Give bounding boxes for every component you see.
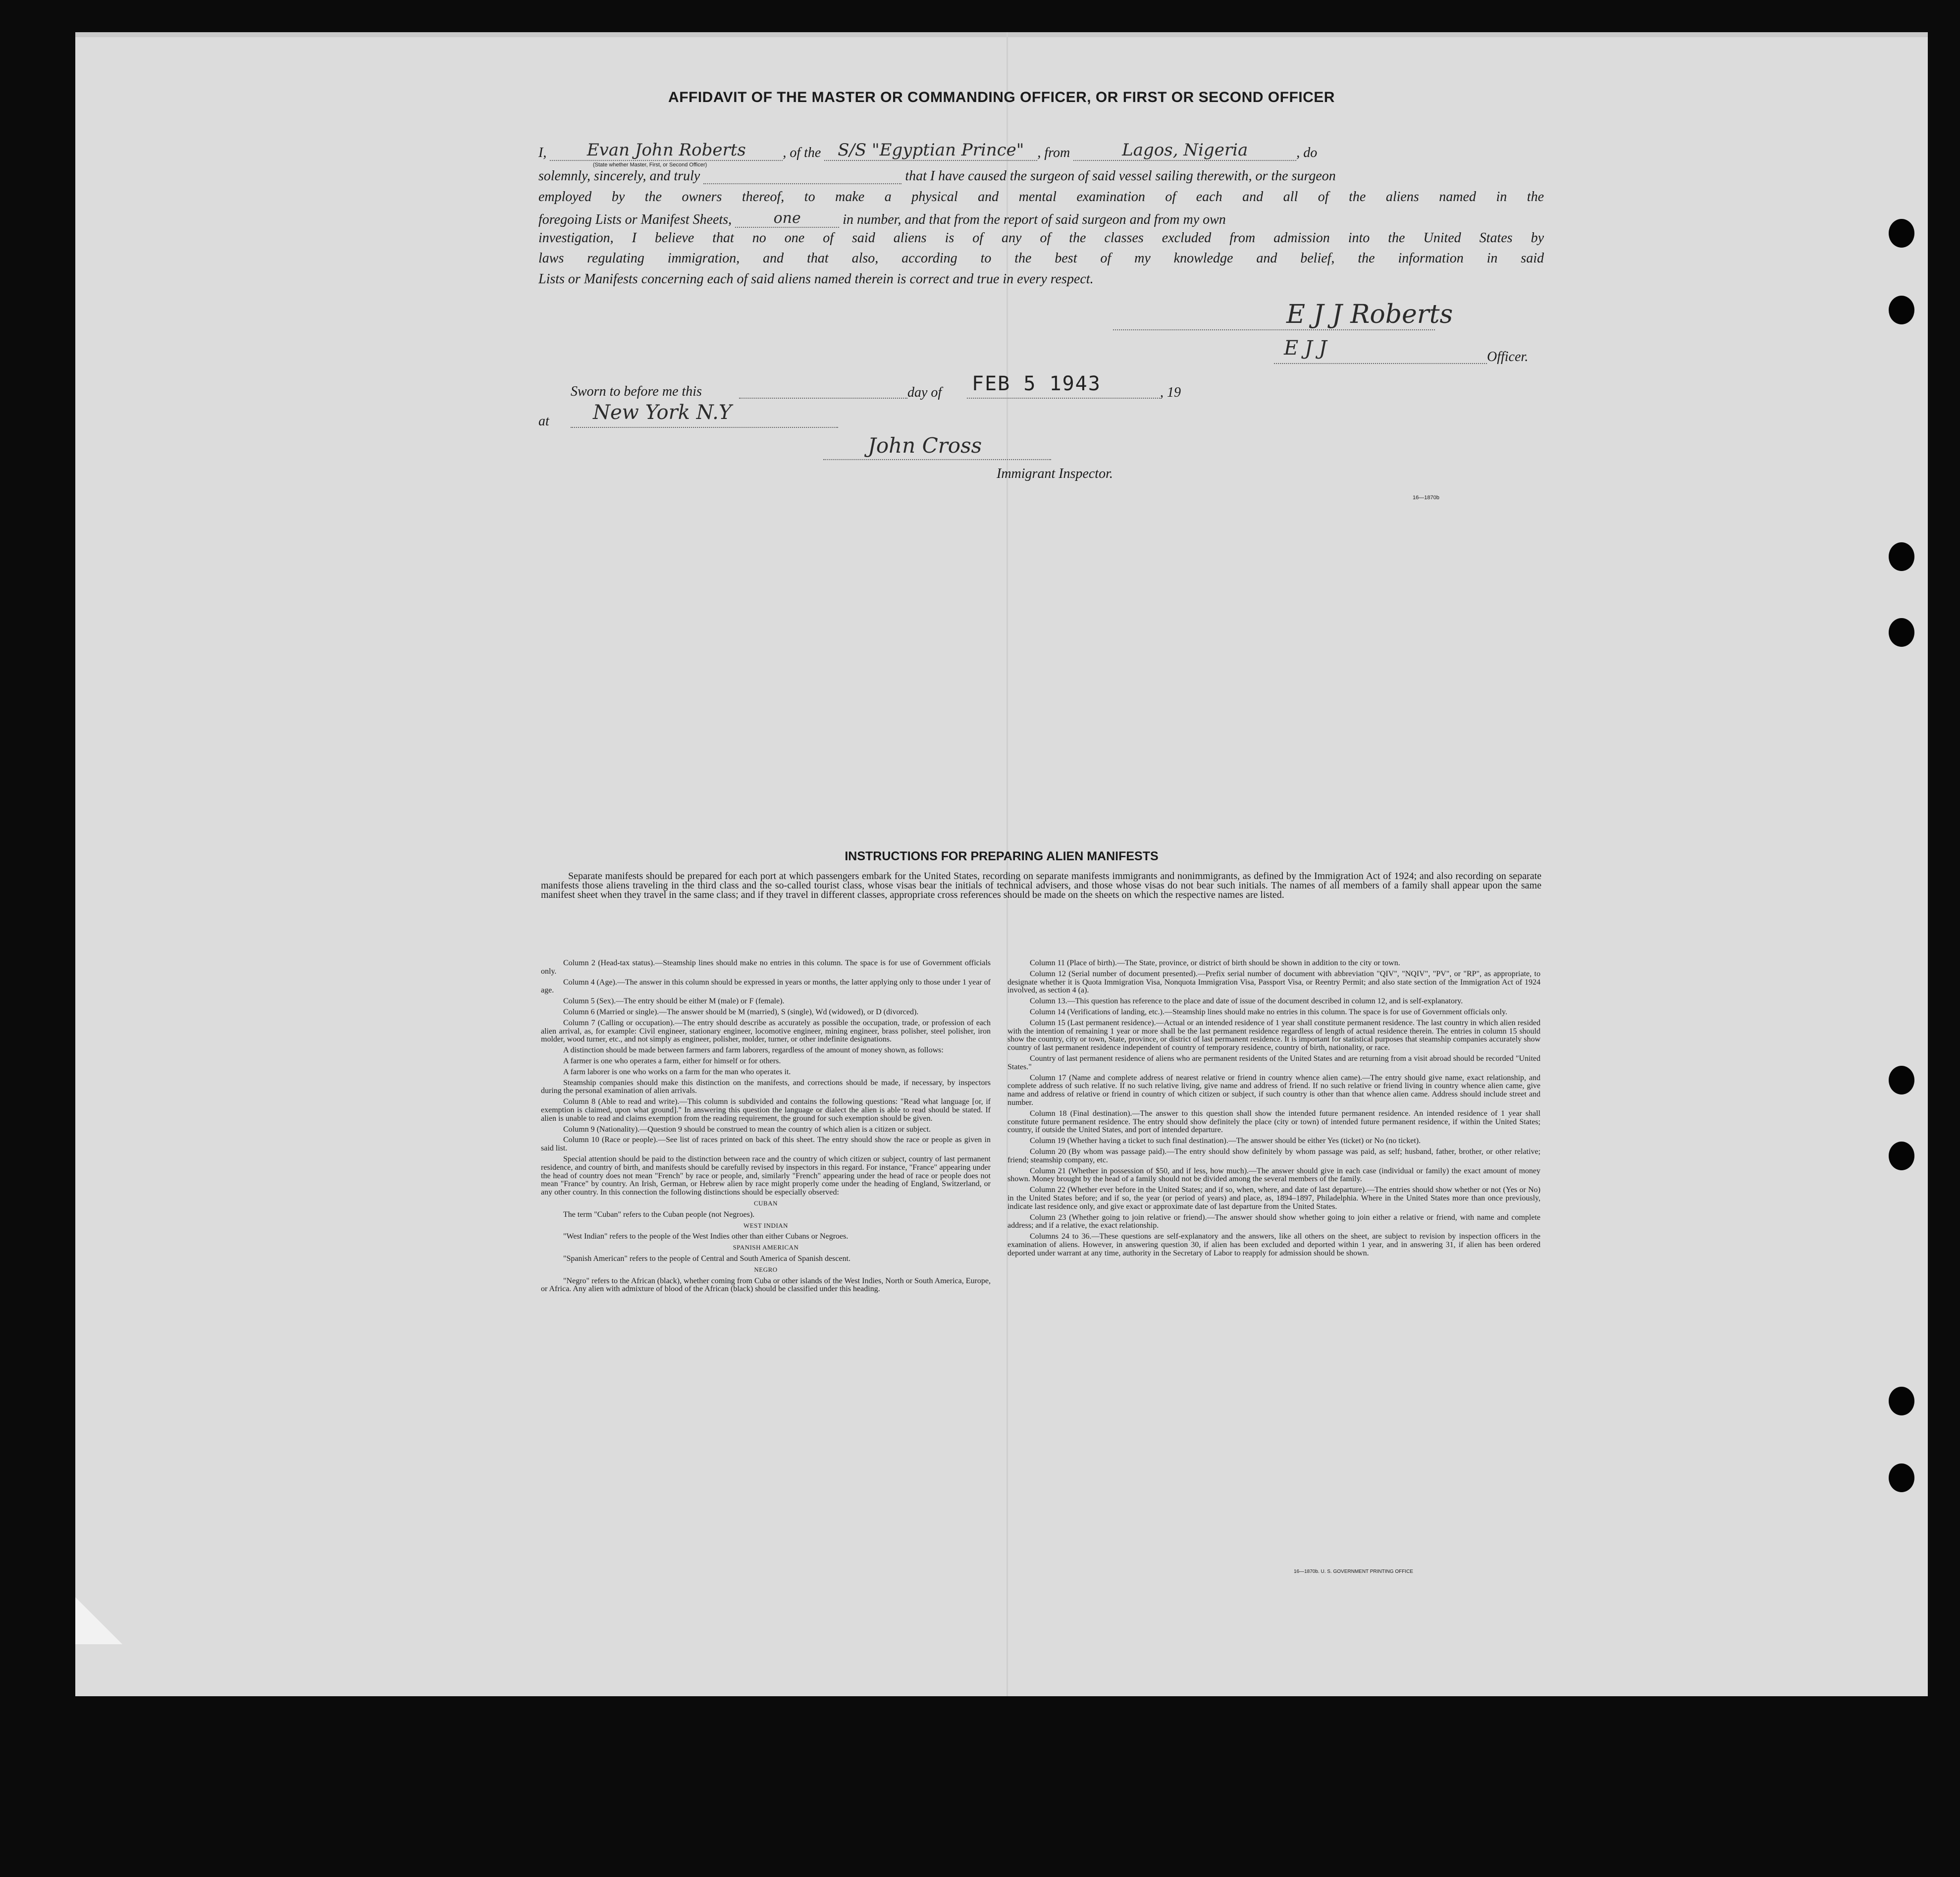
- binder-hole: [1889, 1463, 1914, 1492]
- place-line: [571, 427, 838, 428]
- instructions-intro: Separate manifests should be prepared for each port at which passengers embark for the United States, recording on separate manifests immigrants and nonimmigrants, as defined by the Immigration Act of 1924; and also recording on separate manifests those aliens traveling in the third class and the so-called tourist class, whose visas bear the initials of technical advisers, and those whose visas do not bear such initials. The names of all members of a family shall appear upon the same manifest sheet when they travel in the same class; and if they travel in different classes, appropriate cross references should be made on the sheets on which the respective names are listed.: [541, 871, 1541, 900]
- instruction-paragraph: A distinction should be made between farmers and farm laborers, regardless of the amount of money shown, as follows:: [563, 1046, 944, 1055]
- instruction-paragraph: Column 14 (Verifications of landing, etc.).—Steamship lines should make no entries in this column. The space is for use of Government officials only.: [1030, 1007, 1507, 1016]
- instruction-paragraph: Column 8 (Able to read and write).—This column is subdivided and contains the following questions: "Read what language [or, if exemption is claimed, upon what ground]." In answering this question the language or dialect the alien is able to read should be stated. If alien is unable to read and claims exemption from the reading requirement, the ground for such exemption should be given.: [541, 1097, 991, 1123]
- year-label: , 19: [1160, 385, 1181, 400]
- instruction-paragraph: Column 19 (Whether having a ticket to such final destination).—The answer should be either Yes (ticket) or No (no ticket).: [1030, 1137, 1421, 1146]
- binder-hole: [1889, 1142, 1914, 1170]
- manifest-page: [75, 32, 1928, 1696]
- line4-end: in number, and that from the report of said surgeon and from my own: [843, 212, 1226, 227]
- binder-hole: [1889, 1066, 1914, 1095]
- instruction-paragraph: Column 17 (Name and complete address of nearest relative or friend in country whence alien came).—The entry should give name, exact relationship, and complete address of such relative. If no such relative living, give name and address of friend. If no such relative or friend living in country whence alien came, give name and address of relative or friend in country of which citizen or subject, if such country is other than that whence alien came. Address should include street and number.: [1007, 1073, 1540, 1107]
- day-of-label: day of: [907, 385, 942, 400]
- line2-blank: [703, 183, 901, 184]
- instructions-left-column: [541, 959, 991, 1296]
- at-label: at: [538, 414, 549, 429]
- state-note: (State whether Master, First, or Second Officer): [593, 162, 707, 168]
- instruction-paragraph: Special attention should be paid to the distinction between race and the country of which citizen or subject, country of last permanent residence, and country of birth, and manifests should be carefully revised by inspectors in this regard. For instance, "France" appearing under the head of country does not mean "French" by race or people, and, similarly "French" appearing under the head of race or people does not mean "France" by country. An Irish, German, or Hebrew alien by race might properly come under the heading of England, Switzerland, or any other country. In this connection the following distinctions should be especially observed:: [541, 1154, 991, 1197]
- instruction-paragraph: Column 5 (Sex).—The entry should be either M (male) or F (female).: [563, 997, 785, 1006]
- instruction-paragraph: Column 12 (Serial number of document presented).—Prefix serial number of document with abbreviation "QIV", "NQIV", "PV", or "RP", as appropriate, to designate whether it is Quota Immigration Visa, Nonquota Immigration Visa, Passport Visa, or Reentry Permit; and also state section of the Immigration Act of 1924 involved, as section 4 (a).: [1007, 969, 1540, 995]
- instruction-paragraph: Column 13.—This question has reference to the place and date of issue of the document described in column 12, and is self-explanatory.: [1030, 997, 1463, 1006]
- negro-heading: NEGRO: [754, 1265, 778, 1273]
- west-indian-definition: "West Indian" refers to the people of the West Indies other than either Cubans or Negroes.: [563, 1232, 848, 1241]
- do-label: , do: [1296, 145, 1318, 160]
- sheet-count: one: [735, 209, 839, 228]
- affidavit-line-5: investigation, I believe that no one of said aliens is of any of the classes excluded from admission into the United States by: [538, 230, 1544, 246]
- date-stamp: FEB 5 1943: [972, 372, 1101, 395]
- instruction-paragraph: Column 2 (Head-tax status).—Steamship lines should make no entries in this column. The space is for use of Government officials only.: [541, 959, 991, 976]
- date-line: [967, 398, 1160, 399]
- instruction-paragraph: Column 9 (Nationality).—Question 9 should be construed to mean the country of which alien is a citizen or subject.: [563, 1125, 931, 1134]
- inspector-line: [823, 459, 1051, 460]
- officer-name: Evan John Roberts: [550, 140, 783, 161]
- affidavit-line-1: [538, 140, 1544, 161]
- binder-hole: [1889, 219, 1914, 248]
- instruction-paragraph: Column 23 (Whether going to join relative or friend).—The answer should show whether going to join either a relative or friend, with name and complete address; and if a relative, the exact relationship.: [1007, 1213, 1540, 1230]
- of-the-label: , of the: [783, 145, 821, 160]
- binder-hole: [1889, 618, 1914, 647]
- instruction-paragraph: Column 6 (Married or single).—The answer should be M (married), S (single), Wd (widowed), or D (divorced).: [563, 1007, 919, 1016]
- line4-start: foregoing Lists or Manifest Sheets,: [538, 212, 732, 227]
- instruction-paragraph: Steamship companies should make this distinction on the manifests, and corrections should be made, if necessary, by inspectors during the personal examination of alien arrivals.: [541, 1078, 991, 1095]
- binder-hole: [1889, 542, 1914, 571]
- spanish-american-definition: "Spanish American" refers to the people of Central and South America of Spanish descent.: [563, 1254, 851, 1263]
- instruction-paragraph: Column 10 (Race or people).—See list of races printed on back of this sheet. The entry should show the race or people as given in said list.: [541, 1136, 991, 1153]
- inspector-label: Immigrant Inspector.: [997, 466, 1113, 481]
- officer-signature-line: [1113, 329, 1435, 330]
- officer-label: Officer.: [1487, 349, 1529, 365]
- place-handwritten: New York N.Y: [593, 401, 732, 424]
- line2-start: solemnly, sincerely, and truly: [538, 168, 700, 184]
- instruction-paragraph: A farmer is one who operates a farm, either for himself or for others.: [563, 1056, 781, 1065]
- instructions-right-column: [1007, 959, 1540, 1260]
- form-number: 16—1870b: [1413, 495, 1439, 501]
- affidavit-line-2: [538, 168, 1544, 184]
- instruction-paragraph: Column 22 (Whether ever before in the United States; and if so, when, where, and date of last departure).—The entries should show whether or not (Yes or No) in the United States before; and if so, the year (or period of years) and place, as, 1894–1897, Philadelphia. Where in the United States more than once previously, indicate last residence only, and give exact or approximate date of last departure from the United States.: [1007, 1186, 1540, 1211]
- from-label: , from: [1037, 145, 1070, 160]
- instruction-paragraph: Columns 24 to 36.—These questions are self-explanatory and the answers, like all others on the sheet, are subject to revision by inspection officers in the examination of aliens. However, in answering question 30, if alien has been excluded and deported within 1 year, and in answering 31, if alien has been ordered deported under warrant at any time, authority in the Secretary of Labor to reapply for admission should be shown.: [1007, 1232, 1540, 1257]
- instruction-paragraph: Column 11 (Place of birth).—The State, province, or district of birth should be shown in addition to the city or town.: [1030, 959, 1400, 967]
- officer-initials: E J J: [1284, 337, 1327, 360]
- affidavit-line-6: laws regulating immigration, and that also, according to the best of my knowledge and belief, the information in said: [538, 251, 1544, 266]
- inspector-signature: John Cross: [868, 433, 982, 458]
- instruction-paragraph: A farm laborer is one who works on a farm for the man who operates it.: [563, 1067, 791, 1076]
- printing-office-note: 16—1870b. U. S. GOVERNMENT PRINTING OFFICE: [1294, 1569, 1413, 1574]
- sworn-label: Sworn to before me this: [571, 384, 702, 399]
- instruction-paragraph: Column 7 (Calling or occupation).—The entry should describe as accurately as possible the occupation, trade, or profession of each alien arrival, as, for example: Civil engineer, stationary engineer, locomotive engineer, mining engineer, brass polisher, steel polisher, iron molder, wood turner, etc., and not simply as engineer, polisher, molder, turner, or other indefinite designations.: [541, 1018, 991, 1044]
- spanish-american-heading: SPANISH AMERICAN: [733, 1244, 799, 1251]
- sworn-day-line: [739, 398, 907, 399]
- cuban-heading: CUBAN: [753, 1199, 778, 1207]
- affidavit-line-3: employed by the owners thereof, to make a physical and mental examination of each and all of the aliens named in the: [538, 189, 1544, 205]
- corner-curl: [75, 1597, 122, 1644]
- negro-definition: "Negro" refers to the African (black), whether coming from Cuba or other islands of the West Indies, North or South America, Europe, or Africa. Any alien with admixture of blood of the African (black) should be classified under this heading.: [541, 1276, 991, 1294]
- instruction-paragraph: Column 18 (Final destination).—The answer to this question shall show the intended future permanent residence. An intended residence of 1 year shall constitute future permanent residence. The entry should show definitely the place (city or town) of intended future permanent residence, if within the United States; country, if outside the United States, and port of intended departure.: [1007, 1109, 1540, 1135]
- affidavit-title: AFFIDAVIT OF THE MASTER OR COMMANDING OFFICER, OR FIRST OR SECOND OFFICER: [668, 89, 1335, 105]
- instruction-paragraph: Column 4 (Age).—The answer in this column should be expressed in years or months, the latter applying only to those under 1 year of age.: [541, 978, 991, 995]
- from-port: Lagos, Nigeria: [1073, 140, 1296, 161]
- i-label: I,: [538, 145, 547, 160]
- instruction-paragraph: Column 15 (Last permanent residence).—Actual or an intended residence of 1 year shall constitute permanent residence. The last country in which alien resided with the intention of remaining 1 year or more shall be the last permanent residence regardless of length of actual residence therein. The entries in column 15 should show the country, city or town, State, province, or district of last permanent residence. It is important for statistical purposes that steamship companies accurately show country of last permanent residence independent of country of temporary residence, country of birth, nationality, or race.: [1007, 1018, 1540, 1052]
- affidavit-line-7: Lists or Manifests concerning each of said aliens named therein is correct and true in every respect.: [538, 271, 1094, 287]
- affidavit-line-4: [538, 209, 1544, 228]
- instruction-paragraph: Column 20 (By whom was passage paid).—The entry should show definitely by whom passage was paid, as self; husband, father, brother, or other relative; friend; steamship company, etc.: [1007, 1147, 1540, 1164]
- instruction-paragraph: Country of last permanent residence of aliens who are permanent residents of the United States and are returning from a visit abroad should be recorded "United States.": [1007, 1054, 1540, 1071]
- officer-line: [1274, 363, 1487, 364]
- binder-hole: [1889, 296, 1914, 324]
- vessel-name: S/S "Egyptian Prince": [824, 140, 1037, 161]
- officer-signature: E J J Roberts: [1286, 300, 1453, 329]
- cuban-definition: The term "Cuban" refers to the Cuban people (not Negroes).: [563, 1210, 755, 1219]
- line2-end: that I have caused the surgeon of said vessel sailing therewith, or the surgeon: [905, 168, 1336, 184]
- west-indian-heading: WEST INDIAN: [743, 1221, 789, 1229]
- binder-hole: [1889, 1387, 1914, 1415]
- instructions-title: INSTRUCTIONS FOR PREPARING ALIEN MANIFESTS: [845, 849, 1159, 863]
- page-edge: [75, 32, 1928, 37]
- instruction-paragraph: Column 21 (Whether in possession of $50, and if less, how much).—The answer should give in each case (individual or family) the exact amount of money shown. Money brought by the head of a family should not be divided among the several members of the family.: [1007, 1166, 1540, 1184]
